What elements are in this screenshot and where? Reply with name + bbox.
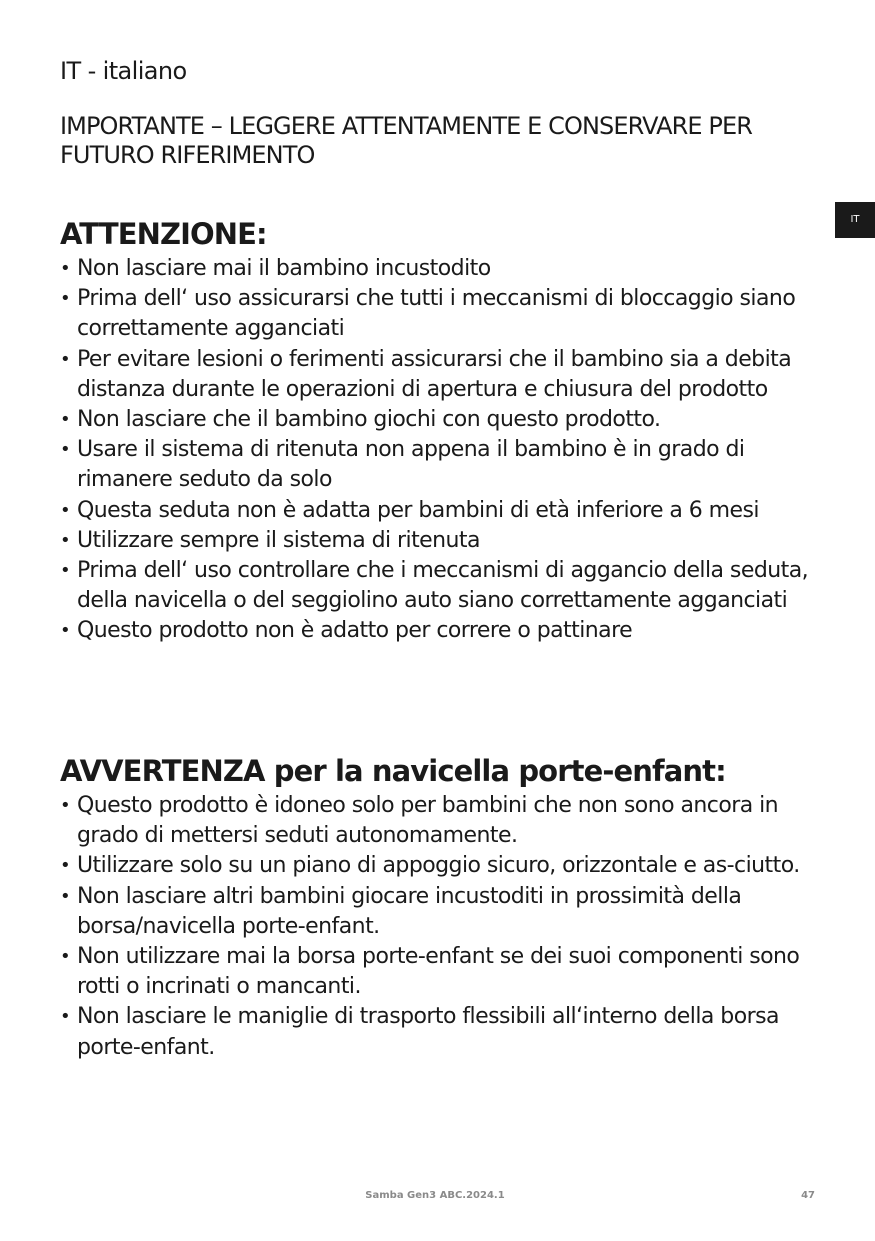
- bullet-icon: •: [60, 1006, 71, 1028]
- bullet-icon: •: [60, 620, 71, 642]
- document-code: Samba Gen3 ABC.2024.1: [365, 1190, 505, 1201]
- section-heading: ATTENZIONE:: [60, 217, 267, 251]
- list-item: [60, 405, 820, 435]
- language-tab: IT: [835, 202, 875, 238]
- list-item-text: Questa seduta non è adatta per bambini di età inferiore a 6 mesi: [77, 497, 759, 523]
- bullet-icon: •: [60, 348, 71, 370]
- list-item: [60, 284, 820, 344]
- list-item-text: Non utilizzare mai la borsa porte-enfant se dei suoi componenti sono rotti o incrinati o mancanti.: [77, 944, 800, 1000]
- bullet-icon: •: [60, 288, 71, 310]
- bullet-icon: •: [60, 499, 71, 521]
- list-item-text: Questo prodotto è idoneo solo per bambini che non sono ancora in grado di mettersi seduti autonomamente.: [77, 793, 779, 849]
- list-item: [60, 556, 820, 616]
- bullet-icon: •: [60, 795, 71, 816]
- bullet-list: [60, 254, 820, 647]
- list-item-text: Usare il sistema di ritenuta non appena il bambino è in grado di rimanere seduto da solo: [77, 437, 745, 493]
- bullet-icon: •: [60, 855, 71, 877]
- list-item: [60, 882, 820, 942]
- list-item: [60, 435, 820, 495]
- list-item: [60, 254, 820, 284]
- list-item-text: Non lasciare che il bambino giochi con questo prodotto.: [77, 407, 661, 433]
- section-heading: AVVERTENZA per la navicella porte-enfant:: [60, 754, 726, 788]
- list-item-text: Non lasciare altri bambini giocare incustoditi in prossimità della borsa/navicella porte-enfant.: [77, 883, 742, 939]
- list-item: [60, 791, 820, 851]
- bullet-icon: •: [60, 409, 71, 431]
- bullet-icon: •: [60, 946, 71, 968]
- bullet-icon: •: [60, 560, 71, 582]
- bullet-icon: •: [60, 529, 71, 551]
- list-item-text: Utilizzare sempre il sistema di ritenuta: [77, 527, 480, 553]
- list-item: [60, 942, 820, 1002]
- page-number: 47: [801, 1190, 815, 1201]
- language-title: IT - italiano: [60, 57, 187, 85]
- bullet-icon: •: [60, 885, 71, 907]
- bullet-icon: •: [60, 258, 71, 279]
- list-item-text: Prima dell‘ uso assicurarsi che tutti i meccanismi di bloccaggio siano correttamente agganciati: [77, 286, 796, 342]
- bullet-list: [60, 791, 820, 1063]
- list-item: [60, 851, 820, 881]
- list-item-text: Questo prodotto non è adatto per correre o pattinare: [77, 618, 633, 644]
- warning-section-navicella: [60, 751, 820, 1063]
- list-item-text: Non lasciare mai il bambino incustodito: [77, 256, 491, 281]
- important-notice: IMPORTANTE – LEGGERE ATTENTAMENTE E CONSERVARE PER FUTURO RIFERIMENTO: [60, 112, 752, 169]
- list-item: [60, 616, 820, 646]
- list-item: [60, 496, 820, 526]
- list-item-text: Per evitare lesioni o ferimenti assicurarsi che il bambino sia a debita distanza durante le operazioni di apertura e chiusura del prodotto: [77, 346, 792, 402]
- list-item: [60, 345, 820, 405]
- list-item-text: Utilizzare solo su un piano di appoggio sicuro, orizzontale e as-ciutto.: [77, 853, 800, 879]
- list-item: [60, 1002, 820, 1062]
- list-item: [60, 526, 820, 556]
- list-item-text: Non lasciare le maniglie di trasporto flessibili all‘interno della borsa porte-enfant.: [77, 1004, 779, 1060]
- bullet-icon: •: [60, 439, 71, 461]
- list-item-text: Prima dell‘ uso controllare che i meccanismi di aggancio della seduta, della navicella o del seggiolino auto siano correttamente agganciati: [77, 558, 809, 614]
- warning-section-attenzione: [60, 214, 820, 647]
